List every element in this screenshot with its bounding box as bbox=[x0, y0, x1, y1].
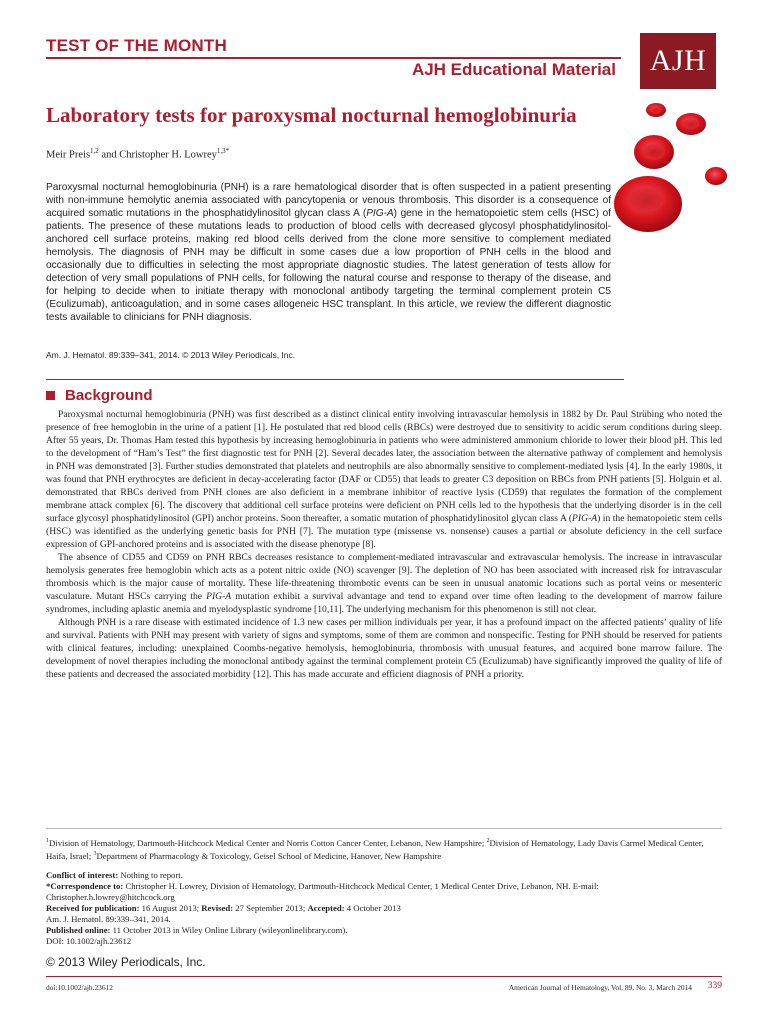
footer-rule bbox=[46, 976, 722, 977]
published-online bbox=[46, 925, 722, 936]
author-line bbox=[46, 147, 229, 161]
heading-label: Background bbox=[65, 387, 153, 404]
paragraph-text: ) in the hematopoietic stem cells (HSC) was identified as the underlying genetic basis for PNH [7]. The mutation type (missense vs. nonsense) causes a partial or absolute deficiency in the cell surface expression of GPI-anchored proteins and is associated with the disease phenotype [8]. bbox=[46, 513, 722, 550]
paragraph-text: Paroxysmal nocturnal hemoglobinuria (PNH) was first described as a distinct clinical entity involving intravascular hemolysis in 1882 by Dr. Paul Strübing who noted the presence of free hemoglobin in the urine of a patient [1]. He postulated that red blood cells (RBCs) were destroyed due to sensitivity to acidic serum conditions during sleep. After 55 years, Dr. Thomas Ham tested this hypothesis by increasing hemoglobinuria in patients who were administered ammonium chloride to lower their blood pH. This led to the development of “Ham’s Test” the first diagnostic test for PNH [2]. Several decades later, the association between the alternative pathway of complement and hemolysis in PNH was demonstrated [3]. Further studies demonstrated that platelets and neutrophils are also abnormally sensitive to complement-mediated lysis [4]. In the early 1980s, it was found that PNH erythrocytes are deficient in decay-accelerating factor (DAF or CD55) that leads to greater C3 deposition on RBCs from PNH patients [5]. Holguin et al. demonstrated that RBCs derived from PNH clones are also deficient in a membrane inhibitor of reactive lysis (CD59) that regulates the formation of the complement membrane attack complex [6]. The discovery that additional cell surface proteins were deficient on PNH cells led to the hypothesis that the underlying disorder is in the cell surface glycosyl phosphatidylinositol (GPI) anchor proteins. Soon thereafter, a somatic mutation of phosphatidylinositol glycan class A ( bbox=[46, 409, 722, 524]
affiliation: Division of Hematology, Dartmouth-Hitchcock Medical Center and Norris Cotton Cancer Center, Lebanon, New Hampshire; bbox=[49, 837, 487, 848]
paragraph-text: The absence of CD55 and CD59 on PNH RBCs decreases resistance to complement-mediated intravascular and extravascular hemolysis. The increase in intravascular hemolysis generates free hemoglobin which acts as a potent nitric oxide (NO) scavenger [9]. The depletion of NO has been associated with increased risk for intravascular thrombosis which is the major cause of mortality. These life-threatening thrombotic events can be seen in unusual anatomic locations such as portal veins or mesenteric vasculature. Mutant HSCs carrying the bbox=[46, 552, 722, 602]
cell-large bbox=[614, 176, 682, 232]
affiliation-mark: 2 bbox=[486, 838, 490, 844]
value: 11 October 2013 in Wiley Online Library (wileyonlinelibrary.com). bbox=[110, 924, 348, 935]
doi: DOI: 10.1002/ajh.23612 bbox=[46, 935, 132, 946]
author-affiliation-mark: 1,3* bbox=[216, 147, 230, 155]
section-tag: TEST OF THE MONTH bbox=[46, 36, 227, 55]
correspondence bbox=[46, 881, 722, 903]
cell-small bbox=[646, 103, 666, 117]
footer-doi: doi:10.1002/ajh.23612 bbox=[46, 983, 113, 992]
author-conjunction: and bbox=[98, 149, 120, 161]
label: Conflict of interest: bbox=[46, 869, 119, 880]
author-affiliation-mark: 1,2 bbox=[90, 147, 99, 155]
copyright-notice: © 2013 Wiley Periodicals, Inc. bbox=[46, 955, 206, 969]
educational-label: AJH Educational Material bbox=[411, 60, 616, 79]
footnotes bbox=[46, 828, 722, 947]
cell-middle bbox=[634, 135, 674, 169]
affiliations bbox=[46, 836, 722, 862]
label: Published online: bbox=[46, 924, 111, 935]
abstract-text: ) gene in the hematopoietic stem cells (HSC) of patients. The presence of these mutations leads to production of blood cells with decreased glycosyl phosphatidylinositol-anchored cell surface proteins, making red blood cells derived from the clone more sensitive to complement mediated hemolysis. The diagnosis of PNH may be difficult in some cases due a low proportion of PNH cells in the blood and occasionally due to difficulties in selecting the most appropriate diagnostic studies. The latest generation of tests allow for detection of very small populations of PNH cells, for following the natural course and response to therapy of the disease, and for helping to decide when to initiate therapy with monoclonal antibody targeting the terminal complement protein C5 (Eculizumab), anticoagulation, and in some cases allogeneic HSC transplant. In this article, we review the different diagnostic tests available to clinicians for PNH diagnosis. bbox=[46, 208, 611, 323]
label: Received for publication: bbox=[46, 902, 140, 913]
paragraph-text: mutation exhibit a survival advantage and tend to expand over time often leading to the development of marrow failure syndromes, including aplastic anemia and myelodysplastic syndrome [10,11]. The underlying mechanism for this phenomenon is still not clear. bbox=[46, 591, 722, 615]
gene-name: PIG-A bbox=[366, 208, 394, 219]
affiliation-mark: 1 bbox=[46, 838, 49, 844]
paragraph bbox=[46, 551, 722, 616]
footer-journal: American Journal of Hematology, Vol. 89, No. 3, March 2014 bbox=[508, 983, 692, 992]
paragraph: Although PNH is a rare disease with estimated incidence of 1.3 new cases per million individuals per year, it has a profound impact on the affected patients’ quality of life and survival. Patients with PNH may present with variety of signs and symptoms, some of them are common and nonspecific. Testing for PNH should be reserved for patients with clinical features, including: unexplained Coombs-negative hemolysis, hemoglobinuria, thrombosis with unusual features, and acquired bone marrow failure. The development of novel therapies including the monoclonal antibody against the terminal complement protein C5 (Eculizumab) have significantly improved the quality of life of these patients and decreased the associated morbidity [12]. This has made accurate and efficient diagnosis of PNH a priority. bbox=[46, 617, 722, 680]
square-bullet-icon bbox=[46, 391, 55, 400]
background-body bbox=[46, 408, 722, 681]
cell-top-right bbox=[676, 113, 706, 135]
label: Revised: bbox=[201, 902, 234, 913]
gene-name: PIG-A bbox=[572, 513, 598, 524]
section-divider bbox=[46, 379, 624, 380]
journal-logo: AJH bbox=[640, 33, 716, 89]
author-name: Christopher H. Lowrey bbox=[119, 149, 217, 161]
conflict-of-interest bbox=[46, 870, 722, 881]
page-number: 339 bbox=[707, 981, 722, 991]
value: Christopher H. Lowrey, Division of Hematology, Dartmouth-Hitchcock Medical Center, 1 Medical Center Drive, Lebanon, NH. E-mail: Christopher.h.lowrey@hitchcock.org bbox=[46, 880, 599, 902]
value: 27 September 2013; bbox=[233, 902, 308, 913]
article-title: Laboratory tests for paroxysmal nocturnal hemoglobinuria bbox=[46, 103, 577, 127]
value: 4 October 2013 bbox=[344, 902, 401, 913]
cell-right bbox=[705, 167, 727, 185]
red-blood-cells-illustration bbox=[596, 94, 736, 244]
paragraph bbox=[46, 408, 722, 551]
label: Accepted: bbox=[307, 902, 345, 913]
label: *Correspondence to: bbox=[46, 880, 124, 891]
gene-name: PIG-A bbox=[206, 591, 232, 602]
header-rule bbox=[46, 57, 621, 59]
abstract-text: Paroxysmal nocturnal hemoglobinuria (PNH) is a rare hematological disorder that is often suspected in a patient presenting with non-immune hemolytic anemia associated with pancytopenia or venous thrombosis. This disorder is a consequence of acquired somatic mutations in the phosphatidylinositol glycan class A ( bbox=[46, 182, 611, 219]
affiliation-mark: 3 bbox=[93, 850, 97, 857]
background-heading bbox=[46, 387, 153, 404]
abstract-citation: Am. J. Hematol. 89:339–341, 2014. © 2013 Wiley Periodicals, Inc. bbox=[46, 350, 296, 360]
value: 16 August 2013; bbox=[139, 902, 202, 913]
value: Nothing to report. bbox=[118, 869, 183, 880]
author-name: Meir Preis bbox=[46, 149, 91, 161]
abstract bbox=[46, 181, 611, 324]
journal-citation: Am. J. Hematol. 89:339–341, 2014. bbox=[46, 913, 171, 924]
affiliation: Division of Hematology, Lady Davis Carmel Medical Center, Haifa, Israel; bbox=[46, 837, 704, 861]
affiliation: Department of Pharmacology & Toxicology, Geisel School of Medicine, Hanover, New Hampshire bbox=[96, 850, 442, 861]
publication-dates bbox=[46, 903, 722, 914]
